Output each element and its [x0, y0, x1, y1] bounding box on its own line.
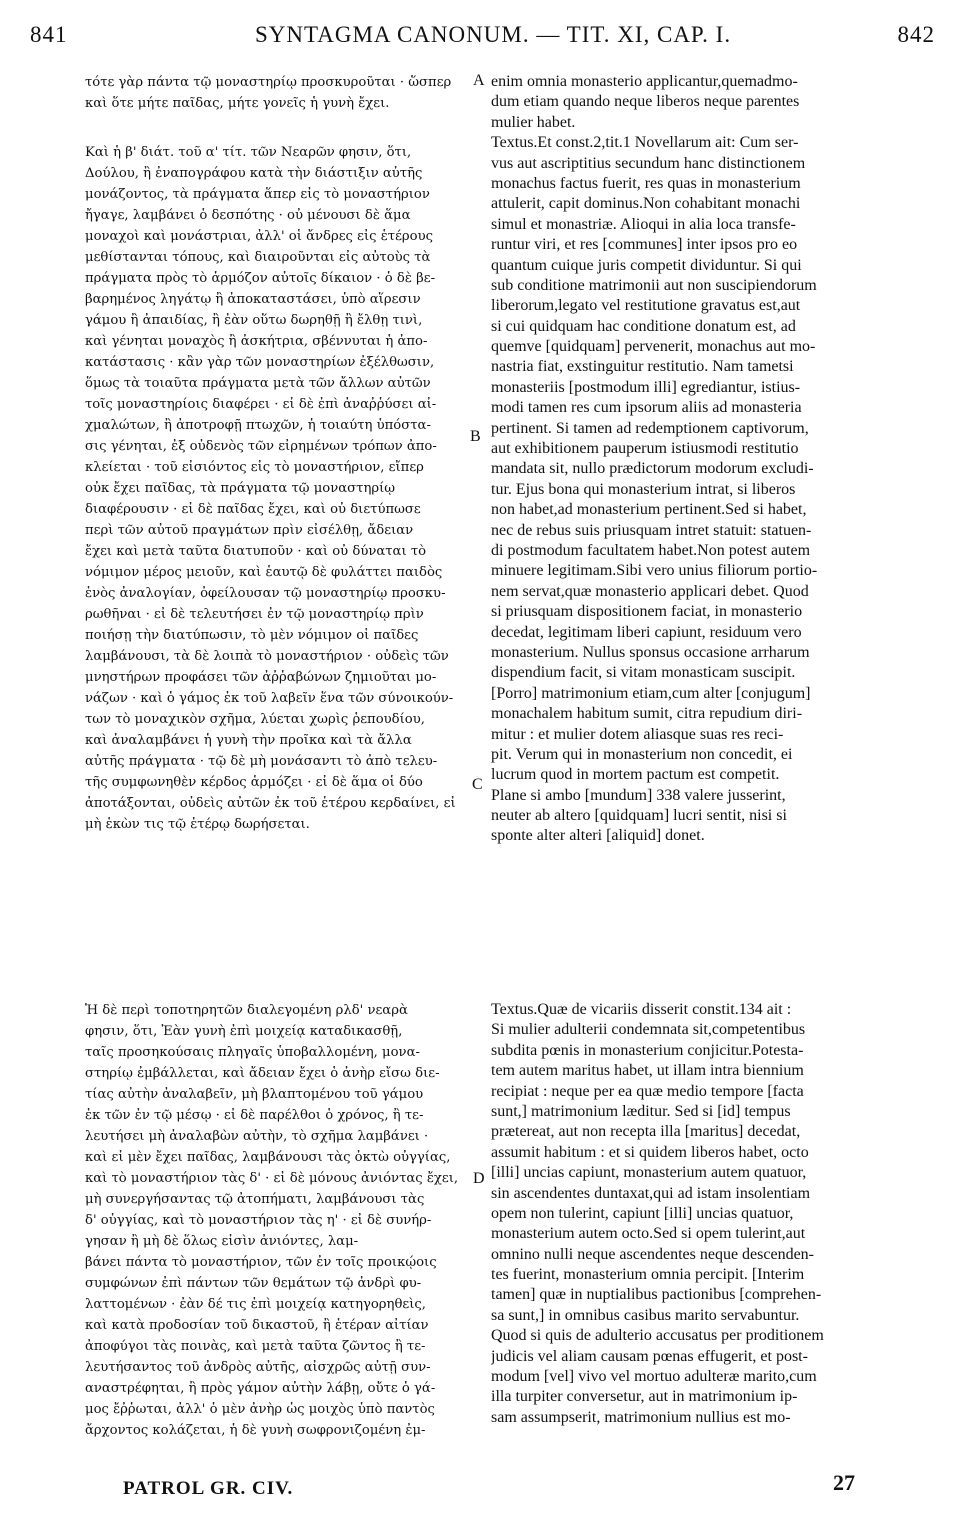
latin-text-line: mandata sit, nullo prædictorum modorum excludi- — [491, 460, 814, 478]
greek-text-line: γάμου ἢ ἀπαιδίας, ἢ ἐὰν οὕτω δωρηθῇ ἢ ἔλθῃ τινὶ, — [85, 313, 423, 328]
greek-text-line: ἑνὸς ἀναλογίαν, ὀφείλουσαν τῷ μοναστηρίῳ προσκυ- — [85, 586, 446, 601]
greek-text-line: Ἡ δὲ περὶ τοποτηρητῶν διαλεγομένη ρλδ' νεαρὰ — [85, 1003, 408, 1018]
latin-text-line: tem autem maritus habet, ut illam intra biennium — [491, 1062, 804, 1080]
greek-text-line: Καὶ ἡ β' διάτ. τοῦ α' τίτ. τῶν Νεαρῶν φησιν, ὅτι, — [85, 145, 412, 160]
greek-text-line: τίας αὐτὴν ἀναλαβεῖν, μὴ βλαπτομένου τοῦ γάμου — [85, 1087, 424, 1102]
latin-text-line: monasterium autem octo.Sed si opem tulerint,aut — [491, 1225, 806, 1243]
latin-text-line: Si mulier adulterii condemnata sit,competentibus — [491, 1021, 806, 1039]
latin-text-line: runtur viri, et res [communes] inter ipsos pro eo — [491, 236, 798, 254]
latin-text-line: monachalem habitum sumit, citra repudium diri- — [491, 705, 803, 723]
latin-text-line: Textus.Et const.2,tit.1 Novellarum ait: Cum ser- — [491, 134, 799, 152]
greek-text-line: μνηστήρων προφάσει τῶν ἀῤῥαβώνων ζημιοῦται μο- — [85, 670, 437, 685]
latin-text-line: neuter ab altero [quidquam] lucri sentit, nisi si — [491, 807, 787, 825]
latin-text-line: Plane si ambo [mundum] 338 valere jusserint, — [491, 786, 786, 804]
greek-text-line: γησαν ἢ μὴ δὲ ὅλως εἰσὶν ἀνιόντες, λαμ- — [85, 1234, 359, 1249]
latin-text-line: modum [vel] vivo vel mortuo adulteræ marito,cum — [491, 1368, 817, 1386]
greek-text-line: μεθίστανται τόπους, καὶ διαιροῦνται εἰς αὐτοὺς τὰ — [85, 250, 431, 265]
latin-text-line: quemve [quidquam] pervenerit, monachus aut mo- — [491, 338, 816, 356]
greek-text-line: νόμιμον μέρος μειοῦν, καὶ ἑαυτῷ δὲ φυλάττει παιδὸς — [85, 565, 443, 580]
greek-text-line: των τὸ μοναχικὸν σχῆμα, λύεται χωρὶς ῥεπουδίου, — [85, 712, 425, 727]
latin-text-line: judicis vel aliam causam pœnas effugerit, et post- — [491, 1347, 808, 1365]
latin-text-line: tamen] quæ in nuptialibus pactionibus [comprehen- — [491, 1286, 822, 1304]
greek-text-line: ποιήσῃ τὴν διατύπωσιν, τὸ μὲν νόμιμον οἱ παῖδες — [85, 628, 419, 643]
latin-text-line: lucrum quod in mortem pactum est competit. — [491, 766, 780, 784]
latin-text-line: modi tamen res cum ipsorum aliis ad monasteria — [491, 399, 802, 417]
greek-text-line: μος ἔῤῥωται, ἀλλ' ὁ μὲν ἀνὴρ ὡς μοιχὸς ὑπὸ παντὸς — [85, 1402, 435, 1417]
greek-text-line: ἔχει καὶ μετὰ ταῦτα διατυποῦν · καὶ οὐ δύναται τὸ — [85, 544, 427, 559]
greek-text-line: ὅμως τὰ τοιαῦτα πράγματα μετὰ τῶν ἄλλων αὐτῶν — [85, 376, 431, 391]
margin-marker-d: D — [473, 1170, 485, 1187]
latin-text-line: nem servat,quæ monasterio applicari debet. Quod — [491, 582, 809, 600]
greek-text-line: τοῖς μοναστηρίοις διαφέρει · εἰ δὲ ἐπὶ ἀναῤῥύσει αἰ- — [85, 397, 437, 412]
latin-text-line: enim omnia monasterio applicantur,quemadmo- — [491, 73, 798, 90]
latin-text-line: minuere legitimam.Sibi vero unius filiorum portio- — [491, 562, 818, 580]
latin-text-line: [Porro] matrimonium etiam,cum alter [conjugum] — [491, 684, 811, 702]
greek-text-line: ἐκ τῶν ἐν τῷ μέσῳ · εἰ δὲ παρέλθοι ὁ χρόνος, ἢ τε- — [85, 1108, 424, 1123]
latin-text-line: Textus.Quæ de vicariis disserit constit.134 ait : — [491, 1001, 792, 1018]
greek-text-line: φησιν, ὅτι, Ἐὰν γυνὴ ἐπὶ μοιχείᾳ καταδικασθῇ, — [85, 1024, 403, 1039]
greek-text-line: ἄρχοντος κολάζεται, ἡ δὲ γυνὴ σωφρονιζομένη ἐμ- — [85, 1423, 426, 1438]
greek-text-line: καὶ γένηται μοναχὸς ἢ ἀσκήτρια, σβέννυται ἡ ἀπο- — [85, 334, 428, 349]
greek-text-line: Δούλου, ἢ ἐναπογράφου κατὰ τὴν διάστιξιν αὐτῆς — [85, 166, 423, 181]
greek-text-line: σις γένηται, ἐξ οὐδενὸς τῶν εἰρημένων τρόπων ἀπο- — [85, 439, 437, 454]
greek-text-line: νάζων · καὶ ὁ γάμος ἐκ τοῦ λαβεῖν ἕνα τῶν σύνοικούν- — [85, 691, 454, 706]
latin-text-line: monasteriis [postmodum illi] egrediantur, istius- — [491, 378, 801, 396]
latin-column-lower — [491, 1000, 921, 1428]
latin-text-line: nastria fiat, exstinguitur restitutio. Nam tametsi — [491, 358, 794, 376]
greek-text-line: τῆς συμφωνηθὲν κέρδος ἁρμόζει · εἰ δὲ ἅμα οἱ δύο — [85, 775, 423, 790]
greek-text-line: αναστρέφηται, ἢ πρὸς γάμον αὐτὴν λάβῃ, οὔτε ὁ γά- — [85, 1381, 436, 1396]
greek-text-line: διαφέρουσιν · εἰ δὲ παῖδας ἔχει, καὶ οὐ διετύπωσε — [85, 502, 421, 517]
latin-text-line: omnino nulli neque ascendentes neque descenden- — [491, 1245, 814, 1263]
greek-text-line: βαρημένος ληγάτῳ ἢ ἀποκαταστάσει, ὑπὸ αἵρεσιν — [85, 292, 421, 307]
latin-text-line: sponte alter alteri [aliquid] donet. — [491, 827, 705, 845]
greek-text-line: ταῖς προσηκούσαις πληγαῖς ὑποβαλλομένη, μονα- — [85, 1045, 420, 1060]
paragraph-gap — [85, 114, 485, 142]
latin-text-line: vus aut ascriptitius secundum hanc distinctionem — [491, 154, 806, 172]
latin-text-line: aut exhibitionem pauperum istiusmodi restitutio — [491, 440, 799, 458]
greek-text-line: καὶ τὸ μοναστήριον τὰς δ' · εἰ δὲ μόνους ἀνιόντας ἔχει, — [85, 1171, 459, 1186]
latin-text-line: subdita pœnis in monasterium conjicitur.Potesta- — [491, 1041, 804, 1059]
latin-text-line: dispendium facit, si vitam monasticam suscipit. — [491, 664, 796, 682]
footer-volume-label: PATROL GR. CIV. — [123, 1478, 294, 1499]
latin-text-line: dum etiam quando neque liberos neque parentes — [491, 93, 800, 111]
latin-text-line: attulerit, capit dominus.Non cohabitant monachi — [491, 195, 801, 213]
greek-text-line: πράγματα πρὸς τὸ ἁρμόζον αὐτοῖς δίκαιον · ὁ δὲ βε- — [85, 271, 436, 286]
latin-text-line: opem non tulerint, capiunt [illi] uncias quatuor, — [491, 1204, 794, 1222]
greek-text-line: ρωθῆναι · εἰ δὲ τελευτήσει ἐν τῷ μοναστηρίῳ πρὶν — [85, 607, 424, 622]
latin-text-line: si priusquam dispositionem faciat, in monasterio — [491, 603, 803, 621]
greek-text-line: δ' οὐγγίας, καὶ τὸ μοναστήριον τὰς η' · εἰ δὲ συνήρ- — [85, 1213, 432, 1228]
latin-text-line: [illi] uncias capiunt, monasterium autem quatuor, — [491, 1164, 807, 1182]
latin-text-line: liberorum,legato vel restitutione gravatus est,aut — [491, 297, 801, 315]
latin-text-line: pit. Verum qui in monasterium non concedit, ei — [491, 745, 793, 763]
latin-text-line: Quod si quis de adulterio accusatus per proditionem — [491, 1327, 824, 1345]
margin-marker-c: C — [472, 776, 483, 793]
latin-text-line: pertinent. Si tamen ad redemptionem captivorum, — [491, 419, 809, 437]
latin-text-line: tes fuerint, monasterium omnia percipit. [Interim — [491, 1266, 805, 1284]
greek-column-lower — [85, 1000, 485, 1441]
latin-text-line: non habet,ad monasterium pertinent.Sed si habet, — [491, 501, 807, 519]
greek-text-line: περὶ τῶν αὐτοῦ πραγμάτων πρὶν εἰσέλθῃ, ἄδειαν — [85, 523, 414, 538]
latin-text-line: sa sunt,] in omnibus casibus marito servabuntur. — [491, 1306, 800, 1324]
greek-text-line: ἀποφύγοι τὰς ποινὰς, καὶ μετὰ ταῦτα ζῶντος ἢ τε- — [85, 1339, 426, 1354]
margin-marker-b: B — [470, 428, 481, 445]
latin-text-line: recipiat : neque per ea quæ medio tempore [facta — [491, 1082, 804, 1100]
greek-text-line: μοναχοὶ καὶ μονάστριαι, ἀλλ' οἱ ἄνδρες εἰς ἑτέρους — [85, 229, 433, 244]
latin-text-line: illa turpiter conversetur, aut in matrimonium ip- — [491, 1388, 798, 1406]
greek-column-upper — [85, 72, 485, 835]
latin-text-line: di postmodum facultatem habet.Non potest autem — [491, 541, 811, 559]
latin-text-line: decedat, legitimam liberi capiunt, residuum vero — [491, 623, 802, 641]
greek-text-line: λευτήσει μὴ ἀναλαβὼν αὐτὴν, τὸ σχῆμα λαμβάνει · — [85, 1129, 429, 1144]
greek-text-line: μὴ ἑκὼν τις τῷ ἑτέρῳ δωρήσεται. — [85, 817, 310, 832]
latin-column-upper — [491, 72, 921, 847]
greek-text-line: αὐτῆς πράγματα · τῷ δὲ μὴ μονάσαντι τὸ ἀπὸ τελευ- — [85, 754, 438, 769]
greek-text-line: λευτήσαντος τοῦ ἀνδρὸς αὐτῆς, αἰσχρῶς αὐτῇ συν- — [85, 1360, 431, 1375]
greek-text-line: τότε γὰρ πάντα τῷ μοναστηρίῳ προσκυροῦται · ὥσπερ — [85, 75, 452, 90]
footer-signature-number: 27 — [833, 1470, 855, 1495]
greek-text-line: μὴ συνεργήσαντας τῷ ἀτοπήματι, λαμβάνουσι τὰς — [85, 1192, 425, 1207]
greek-text-line: στηρίῳ ἐμβάλλεται, καὶ ἄδειαν ἔχει ὁ ἀνὴρ εἴσω διε- — [85, 1066, 440, 1081]
greek-text-line: λαττομένων · ἐὰν δέ τις ἐπὶ μοιχείᾳ κατηγορηθεὶς, — [85, 1297, 426, 1312]
page-number-right: 842 — [897, 22, 935, 47]
latin-text-line: assumit habitum : et si quidem liberos habet, octo — [491, 1143, 809, 1161]
running-title: SYNTAGMA CANONUM. — TIT. XI, CAP. I. — [255, 22, 732, 47]
latin-text-line: mitur : et mulier dotem aliasque suas res reci- — [491, 725, 784, 743]
latin-text-line: simul et monastriæ. Alioqui in alia loca transfe- — [491, 215, 796, 233]
greek-text-line: κατάστασις · κἂν γὰρ τῶν μοναστηρίων ἐξέλθωσιν, — [85, 355, 435, 370]
running-header — [30, 22, 935, 56]
latin-text-line: si cui quidquam hac conditione donatum est, ad — [491, 317, 796, 335]
greek-text-line: καὶ ἀναλαμβάνει ἡ γυνὴ τὴν προῖκα καὶ τὰ ἄλλα — [85, 733, 412, 748]
greek-text-line: μονάζοντος, τὰ πράγματα ἅπερ εἰς τὸ μοναστήριον — [85, 187, 430, 202]
latin-text-line: monachus factus fuerit, res quas in monasterium — [491, 174, 801, 192]
latin-text-line: sub conditione matrimonii aut non suscipiendorum — [491, 276, 817, 294]
latin-text-line: sunt,] matrimonium læditur. Sed si [id] tempus — [491, 1102, 791, 1120]
latin-text-line: sin ascendentes duntaxat,qui ad istam insolentiam — [491, 1184, 811, 1202]
latin-text-line: quantum cuique juris competit dividuntur. Si qui — [491, 256, 802, 274]
greek-text-line: ἀποτάξονται, οὐδεὶς αὐτῶν ἐκ τοῦ ἑτέρου κερδαίνει, εἰ — [85, 796, 456, 811]
greek-text-line: καὶ ὅτε μήτε παῖδας, μήτε γονεῖς ἡ γυνὴ ἔχει. — [85, 96, 390, 111]
latin-text-line: sam assumpserit, matrimonium nullius est mo- — [491, 1408, 791, 1426]
latin-text-line: mulier habet. — [491, 113, 576, 131]
page-number-left: 841 — [30, 22, 68, 47]
latin-text-line: tur. Ejus bona qui monasterium intrat, si liberos — [491, 480, 796, 498]
margin-marker-a: A — [473, 72, 485, 89]
greek-text-line: κλείεται · τοῦ εἰσιόντος εἰς τὸ μοναστήριον, εἴπερ — [85, 460, 424, 475]
latin-text-line: prætereat, aut non recepta illa [maritus] decedat, — [491, 1123, 801, 1141]
greek-text-line: χμαλώτων, ἢ ἀποτροφῇ πτωχῶν, ἡ τοιαύτη ὑπόστα- — [85, 418, 431, 433]
greek-text-line: συμφώνων ἐπὶ πάντων τῶν θεμάτων τῷ ἀνδρὶ φυ- — [85, 1276, 422, 1291]
greek-text-line: καὶ κατὰ προδοσίαν τοῦ δικαστοῦ, ἢ ἑτέραν αἰτίαν — [85, 1318, 429, 1333]
greek-text-line: βάνει πάντα τὸ μοναστήριον, τῶν ἐν τοῖς προικῴοις — [85, 1255, 437, 1270]
greek-text-line: καὶ εἰ μὲν ἔχει παῖδας, λαμβάνουσι τὰς ὀκτὼ οὐγγίας, — [85, 1150, 451, 1165]
greek-text-line: λαμβάνουσι, τὰ δὲ λοιπὰ τὸ μοναστήριον · οὐδεὶς τῶν — [85, 649, 449, 664]
greek-text-line: ἤγαγε, λαμβάνει ὁ δεσπότης · οὐ μένουσι δὲ ἅμα — [85, 208, 411, 223]
greek-text-line: οὐκ ἔχει παῖδας, τὰ πράγματα τῷ μοναστηρίῳ — [85, 481, 396, 496]
latin-text-line: nec de rebus suis priusquam intret statuit: statuen- — [491, 521, 812, 539]
latin-text-line: monasterium. Nullus sponsus occasione arrharum — [491, 643, 810, 661]
